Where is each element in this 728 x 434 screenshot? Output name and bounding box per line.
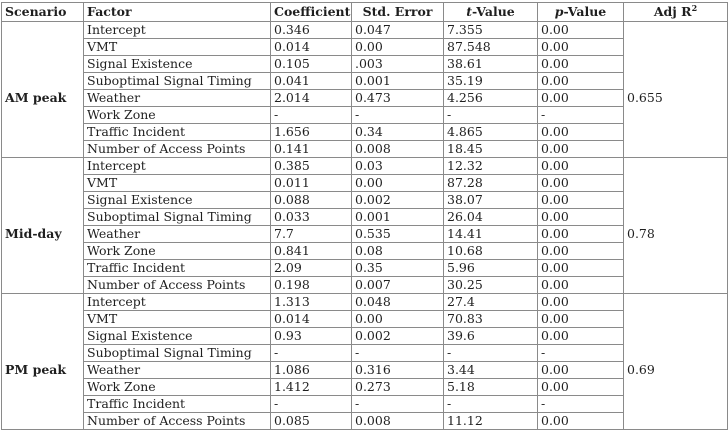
scenario-cell-empty bbox=[2, 22, 84, 39]
t-value-cell: 5.96 bbox=[444, 260, 538, 277]
std-error-cell: 0.008 bbox=[352, 413, 444, 430]
factor-cell: VMT bbox=[84, 311, 271, 328]
adj-r2-cell-empty bbox=[624, 175, 728, 192]
factor-cell: Suboptimal Signal Timing bbox=[84, 73, 271, 90]
t-value-cell: 12.32 bbox=[444, 158, 538, 175]
coefficient-cell: - bbox=[271, 107, 352, 124]
table-row bbox=[2, 90, 728, 107]
p-value-cell: 0.00 bbox=[538, 56, 624, 73]
table-row bbox=[2, 39, 728, 56]
coefficient-cell: 2.014 bbox=[271, 90, 352, 107]
coefficient-cell: 0.011 bbox=[271, 175, 352, 192]
table-row bbox=[2, 158, 728, 175]
std-error-cell: 0.002 bbox=[352, 192, 444, 209]
adj-r2-cell-empty bbox=[624, 22, 728, 39]
factor-cell: Suboptimal Signal Timing bbox=[84, 345, 271, 362]
p-value-cell: - bbox=[538, 107, 624, 124]
std-error-cell: 0.001 bbox=[352, 209, 444, 226]
scenario-label: Mid-day bbox=[2, 226, 84, 243]
p-value-cell: 0.00 bbox=[538, 379, 624, 396]
header-std-error: Std. Error bbox=[352, 3, 444, 22]
t-value-cell: 38.07 bbox=[444, 192, 538, 209]
p-value-cell: 0.00 bbox=[538, 294, 624, 311]
table-row bbox=[2, 311, 728, 328]
table-row bbox=[2, 175, 728, 192]
scenario-cell-empty bbox=[2, 328, 84, 345]
scenario-cell-empty bbox=[2, 56, 84, 73]
scenario-cell-empty bbox=[2, 243, 84, 260]
factor-cell: Suboptimal Signal Timing bbox=[84, 209, 271, 226]
table-row bbox=[2, 22, 728, 39]
p-value-cell: 0.00 bbox=[538, 243, 624, 260]
p-value-cell: 0.00 bbox=[538, 39, 624, 56]
t-value-cell: 30.25 bbox=[444, 277, 538, 294]
t-value-cell: 11.12 bbox=[444, 413, 538, 430]
scenario-cell-empty bbox=[2, 396, 84, 413]
t-value-cell: 27.4 bbox=[444, 294, 538, 311]
scenario-cell-empty bbox=[2, 260, 84, 277]
adj-r2-cell-empty bbox=[624, 56, 728, 73]
table-row bbox=[2, 277, 728, 294]
header-p-italic: p bbox=[554, 4, 564, 19]
header-p-rest: -Value bbox=[563, 4, 607, 19]
header-adj-r2-base: Adj R bbox=[653, 4, 692, 19]
table-row bbox=[2, 345, 728, 362]
scenario-cell-empty bbox=[2, 413, 84, 430]
coefficient-cell: 0.385 bbox=[271, 158, 352, 175]
t-value-cell: 4.865 bbox=[444, 124, 538, 141]
scenario-cell-empty bbox=[2, 311, 84, 328]
table-row bbox=[2, 243, 728, 260]
std-error-cell: 0.473 bbox=[352, 90, 444, 107]
p-value-cell: 0.00 bbox=[538, 277, 624, 294]
coefficient-cell: - bbox=[271, 396, 352, 413]
factor-cell: Weather bbox=[84, 90, 271, 107]
adj-r2-cell-empty bbox=[624, 328, 728, 345]
header-scenario: Scenario bbox=[2, 3, 84, 22]
adj-r2-cell-empty bbox=[624, 107, 728, 124]
p-value-cell: 0.00 bbox=[538, 175, 624, 192]
factor-cell: Work Zone bbox=[84, 107, 271, 124]
scenario-cell-empty bbox=[2, 39, 84, 56]
p-value-cell: 0.00 bbox=[538, 311, 624, 328]
adj-r2-cell-empty bbox=[624, 294, 728, 311]
scenario-cell-empty bbox=[2, 345, 84, 362]
std-error-cell: 0.00 bbox=[352, 311, 444, 328]
adj-r2-cell-empty bbox=[624, 124, 728, 141]
scenario-cell-empty bbox=[2, 192, 84, 209]
factor-cell: VMT bbox=[84, 175, 271, 192]
coefficient-cell: 2.09 bbox=[271, 260, 352, 277]
adj-r2-cell-empty bbox=[624, 192, 728, 209]
adj-r2-cell-empty bbox=[624, 39, 728, 56]
std-error-cell: 0.03 bbox=[352, 158, 444, 175]
p-value-cell: 0.00 bbox=[538, 226, 624, 243]
std-error-cell: - bbox=[352, 107, 444, 124]
header-t-rest: -Value bbox=[472, 4, 515, 19]
p-value-cell: 0.00 bbox=[538, 192, 624, 209]
scenario-label: AM peak bbox=[2, 90, 84, 107]
scenario-cell-empty bbox=[2, 277, 84, 294]
scenario-cell-empty bbox=[2, 141, 84, 158]
factor-cell: VMT bbox=[84, 39, 271, 56]
p-value-cell: 0.00 bbox=[538, 141, 624, 158]
coefficient-cell: 0.93 bbox=[271, 328, 352, 345]
scenario-cell-empty bbox=[2, 124, 84, 141]
t-value-cell: - bbox=[444, 345, 538, 362]
coefficient-cell: 7.7 bbox=[271, 226, 352, 243]
t-value-cell: 38.61 bbox=[444, 56, 538, 73]
factor-cell: Work Zone bbox=[84, 379, 271, 396]
std-error-cell: 0.00 bbox=[352, 39, 444, 56]
coefficient-cell: 0.014 bbox=[271, 311, 352, 328]
coefficient-cell: 1.412 bbox=[271, 379, 352, 396]
coefficient-cell: - bbox=[271, 345, 352, 362]
scenario-cell-empty bbox=[2, 379, 84, 396]
std-error-cell: .003 bbox=[352, 56, 444, 73]
t-value-cell: 4.256 bbox=[444, 90, 538, 107]
scenario-cell-empty bbox=[2, 209, 84, 226]
t-value-cell: 3.44 bbox=[444, 362, 538, 379]
table-row bbox=[2, 294, 728, 311]
std-error-cell: 0.35 bbox=[352, 260, 444, 277]
coefficient-cell: 0.841 bbox=[271, 243, 352, 260]
table-row bbox=[2, 396, 728, 413]
table-row bbox=[2, 73, 728, 90]
scenario-cell-empty bbox=[2, 73, 84, 90]
factor-cell: Intercept bbox=[84, 294, 271, 311]
table-row bbox=[2, 362, 728, 379]
std-error-cell: 0.001 bbox=[352, 73, 444, 90]
factor-cell: Traffic Incident bbox=[84, 396, 271, 413]
adj-r2-value: 0.69 bbox=[624, 362, 728, 379]
t-value-cell: 14.41 bbox=[444, 226, 538, 243]
factor-cell: Signal Existence bbox=[84, 56, 271, 73]
header-t-italic: t bbox=[466, 4, 473, 19]
p-value-cell: 0.00 bbox=[538, 90, 624, 107]
header-adj-r2 bbox=[624, 3, 728, 22]
factor-cell: Number of Access Points bbox=[84, 277, 271, 294]
p-value-cell: - bbox=[538, 396, 624, 413]
header-t-value bbox=[444, 3, 538, 22]
header-coefficient: Coefficient bbox=[271, 3, 352, 22]
adj-r2-cell-empty bbox=[624, 209, 728, 226]
table-body bbox=[2, 22, 728, 430]
coefficient-cell: 0.141 bbox=[271, 141, 352, 158]
table-row bbox=[2, 141, 728, 158]
factor-cell: Number of Access Points bbox=[84, 413, 271, 430]
p-value-cell: 0.00 bbox=[538, 260, 624, 277]
table-row bbox=[2, 413, 728, 430]
p-value-cell: 0.00 bbox=[538, 328, 624, 345]
t-value-cell: 35.19 bbox=[444, 73, 538, 90]
std-error-cell: 0.273 bbox=[352, 379, 444, 396]
factor-cell: Weather bbox=[84, 226, 271, 243]
scenario-cell-empty bbox=[2, 107, 84, 124]
factor-cell: Signal Existence bbox=[84, 328, 271, 345]
table-row bbox=[2, 226, 728, 243]
t-value-cell: 70.83 bbox=[444, 311, 538, 328]
std-error-cell: 0.007 bbox=[352, 277, 444, 294]
p-value-cell: 0.00 bbox=[538, 22, 624, 39]
std-error-cell: 0.00 bbox=[352, 175, 444, 192]
factor-cell: Intercept bbox=[84, 158, 271, 175]
table-row bbox=[2, 260, 728, 277]
scenario-cell-empty bbox=[2, 175, 84, 192]
regression-results-table bbox=[1, 2, 728, 430]
adj-r2-cell-empty bbox=[624, 277, 728, 294]
table-row bbox=[2, 124, 728, 141]
adj-r2-cell-empty bbox=[624, 158, 728, 175]
coefficient-cell: 0.346 bbox=[271, 22, 352, 39]
p-value-cell: 0.00 bbox=[538, 209, 624, 226]
factor-cell: Number of Access Points bbox=[84, 141, 271, 158]
coefficient-cell: 0.088 bbox=[271, 192, 352, 209]
table-row bbox=[2, 328, 728, 345]
coefficient-cell: 0.033 bbox=[271, 209, 352, 226]
adj-r2-cell-empty bbox=[624, 379, 728, 396]
adj-r2-cell-empty bbox=[624, 141, 728, 158]
table-row bbox=[2, 379, 728, 396]
table-row bbox=[2, 56, 728, 73]
p-value-cell: - bbox=[538, 345, 624, 362]
factor-cell: Traffic Incident bbox=[84, 260, 271, 277]
adj-r2-cell-empty bbox=[624, 413, 728, 430]
std-error-cell: - bbox=[352, 345, 444, 362]
coefficient-cell: 0.198 bbox=[271, 277, 352, 294]
table-row bbox=[2, 192, 728, 209]
std-error-cell: 0.047 bbox=[352, 22, 444, 39]
factor-cell: Signal Existence bbox=[84, 192, 271, 209]
t-value-cell: - bbox=[444, 107, 538, 124]
coefficient-cell: 0.085 bbox=[271, 413, 352, 430]
std-error-cell: 0.34 bbox=[352, 124, 444, 141]
factor-cell: Traffic Incident bbox=[84, 124, 271, 141]
coefficient-cell: 0.041 bbox=[271, 73, 352, 90]
table-row bbox=[2, 107, 728, 124]
adj-r2-value: 0.78 bbox=[624, 226, 728, 243]
header-adj-r2-sup: 2 bbox=[691, 2, 698, 13]
std-error-cell: 0.08 bbox=[352, 243, 444, 260]
t-value-cell: 10.68 bbox=[444, 243, 538, 260]
p-value-cell: 0.00 bbox=[538, 362, 624, 379]
header-p-value bbox=[538, 3, 624, 22]
std-error-cell: 0.008 bbox=[352, 141, 444, 158]
scenario-label: PM peak bbox=[2, 362, 84, 379]
adj-r2-value: 0.655 bbox=[624, 90, 728, 107]
t-value-cell: 18.45 bbox=[444, 141, 538, 158]
factor-cell: Intercept bbox=[84, 22, 271, 39]
coefficient-cell: 1.313 bbox=[271, 294, 352, 311]
std-error-cell: 0.002 bbox=[352, 328, 444, 345]
coefficient-cell: 0.014 bbox=[271, 39, 352, 56]
t-value-cell: 87.548 bbox=[444, 39, 538, 56]
std-error-cell: - bbox=[352, 396, 444, 413]
coefficient-cell: 1.656 bbox=[271, 124, 352, 141]
std-error-cell: 0.316 bbox=[352, 362, 444, 379]
coefficient-cell: 0.105 bbox=[271, 56, 352, 73]
t-value-cell: 87.28 bbox=[444, 175, 538, 192]
std-error-cell: 0.048 bbox=[352, 294, 444, 311]
adj-r2-cell-empty bbox=[624, 311, 728, 328]
adj-r2-cell-empty bbox=[624, 243, 728, 260]
p-value-cell: 0.00 bbox=[538, 124, 624, 141]
t-value-cell: - bbox=[444, 396, 538, 413]
coefficient-cell: 1.086 bbox=[271, 362, 352, 379]
t-value-cell: 26.04 bbox=[444, 209, 538, 226]
header-factor: Factor bbox=[84, 3, 271, 22]
t-value-cell: 39.6 bbox=[444, 328, 538, 345]
adj-r2-cell-empty bbox=[624, 396, 728, 413]
scenario-cell-empty bbox=[2, 294, 84, 311]
table-row bbox=[2, 209, 728, 226]
adj-r2-cell-empty bbox=[624, 345, 728, 362]
factor-cell: Weather bbox=[84, 362, 271, 379]
scenario-cell-empty bbox=[2, 158, 84, 175]
std-error-cell: 0.535 bbox=[352, 226, 444, 243]
t-value-cell: 5.18 bbox=[444, 379, 538, 396]
p-value-cell: 0.00 bbox=[538, 158, 624, 175]
p-value-cell: 0.00 bbox=[538, 73, 624, 90]
header-row bbox=[2, 3, 728, 22]
t-value-cell: 7.355 bbox=[444, 22, 538, 39]
adj-r2-cell-empty bbox=[624, 260, 728, 277]
p-value-cell: 0.00 bbox=[538, 413, 624, 430]
factor-cell: Work Zone bbox=[84, 243, 271, 260]
adj-r2-cell-empty bbox=[624, 73, 728, 90]
